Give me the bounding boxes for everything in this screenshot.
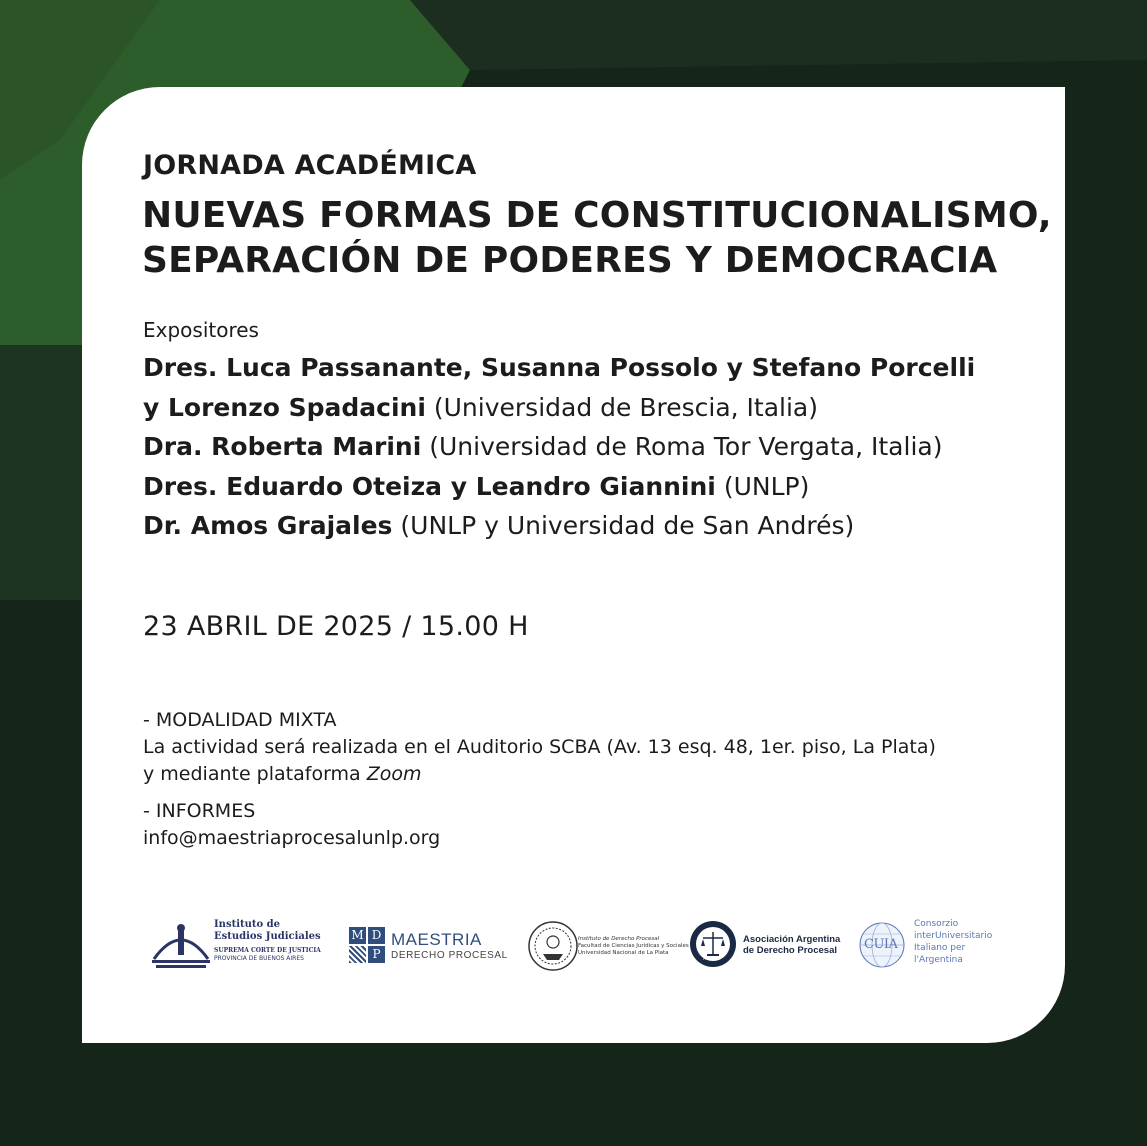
modality-platform-line — [143, 761, 936, 788]
mdp-letter-p: P — [368, 946, 385, 963]
modality-heading: - MODALIDAD MIXTA — [143, 709, 337, 731]
event-type-heading: JORNADA ACADÉMICA — [143, 150, 477, 181]
speakers-list — [143, 348, 975, 546]
logo-instituto-estudios-judiciales — [148, 919, 324, 971]
event-title-line: SEPARACIÓN DE PODERES Y DEMOCRACIA — [142, 240, 998, 281]
event-title-line: NUEVAS FORMAS DE CONSTITUCIONALISMO, — [142, 195, 1052, 236]
aadp-seal-text: AADP — [703, 956, 719, 961]
logo-cuia — [858, 919, 1008, 973]
platform-prefix: y mediante plataforma — [143, 763, 367, 785]
speaker-affiliation: (Universidad de Brescia, Italia) — [425, 392, 818, 422]
logo-instituto-derecho-procesal — [528, 920, 689, 974]
cuia-line: interUniversitario — [914, 931, 993, 941]
logo-iej-line: Instituto de — [214, 919, 281, 930]
speaker-affiliation: (Universidad de Roma Tor Vergata, Italia) — [421, 432, 943, 461]
logo-iej-line: SUPREMA CORTE DE JUSTICIA — [214, 947, 321, 954]
mdp-pattern — [349, 946, 366, 963]
speakers-label: Expositores — [143, 318, 259, 342]
cuia-seal-text: CUIA — [864, 937, 898, 952]
speaker-affiliation: (UNLP) — [715, 471, 810, 501]
modality-description: La actividad será realizada en el Auditorio SCBA (Av. 13 esq. 48, 1er. piso, La Plata) — [143, 736, 936, 758]
event-date-time: 23 ABRIL DE 2025 / 15.00 H — [143, 611, 529, 642]
logo-maestria-derecho-procesal — [349, 927, 508, 965]
speaker-line — [143, 427, 975, 467]
platform-name: Zoom — [366, 763, 422, 785]
mdp-title: MAESTRIA — [391, 930, 482, 949]
mdp-mark — [349, 927, 385, 963]
logo-iej-line: PROVINCIA DE BUENOS AIRES — [214, 955, 304, 962]
speaker-name: Dra. Roberta Marini — [143, 432, 422, 461]
mdp-subtitle: DERECHO PROCESAL — [391, 950, 508, 961]
info-heading: - INFORMES — [143, 800, 256, 822]
logo-iej-line: Estudios Judiciales — [214, 931, 321, 942]
event-title — [142, 193, 1052, 283]
cuia-line: Italiano per — [914, 943, 966, 953]
idp-line: Instituto de Derecho Procesal — [578, 936, 660, 942]
speaker-affiliation: (UNLP y Universidad de San Andrés) — [392, 511, 855, 540]
cuia-line: l'Argentina — [914, 955, 963, 965]
event-info — [143, 707, 936, 852]
cuia-line: Consorzio — [914, 919, 959, 929]
courthouse-icon — [148, 919, 214, 969]
aadp-line: Asociación Argentina — [743, 934, 841, 945]
idp-line: Universidad Nacional de La Plata — [578, 950, 669, 956]
speaker-name: Dr. Amos Grajales — [143, 511, 393, 540]
event-card — [82, 87, 1065, 1043]
speaker-name: y Lorenzo Spadacini — [143, 392, 426, 422]
unlp-seal-icon — [528, 920, 578, 972]
mdp-letter-d: D — [368, 927, 385, 944]
aadp-line: de Derecho Procesal — [743, 945, 837, 956]
speaker-name: Dres. Eduardo Oteiza y Leandro Giannini — [143, 471, 716, 501]
idp-line: Facultad de Ciencias Jurídicas y Sociales — [578, 943, 689, 949]
speaker-line — [143, 506, 975, 546]
speaker-line — [143, 348, 975, 388]
mdp-letter-m: M — [349, 927, 366, 944]
speaker-name: Dres. Luca Passanante, Susanna Possolo y Stefano Porcelli — [143, 353, 976, 382]
speaker-line — [143, 388, 975, 428]
info-email[interactable]: info@maestriaprocesalunlp.org — [143, 827, 441, 849]
logo-asociacion-argentina-derecho-procesal — [689, 920, 849, 972]
speaker-line — [143, 467, 975, 507]
